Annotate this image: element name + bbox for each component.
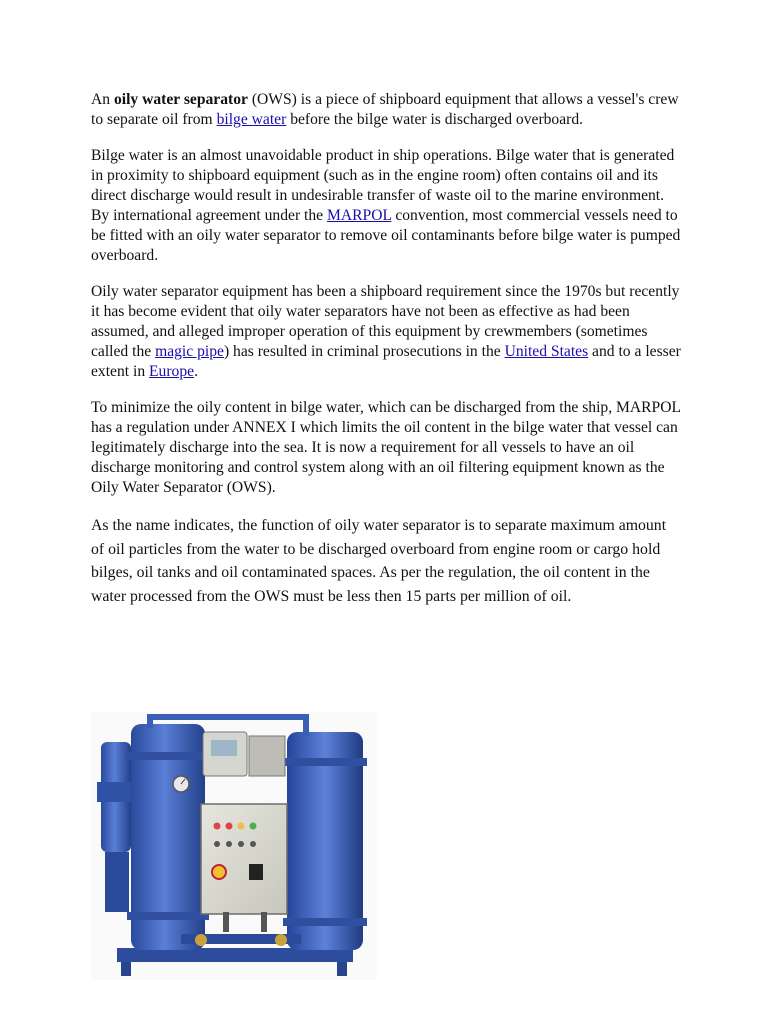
text: before the bilge water is discharged overboard.	[286, 111, 584, 128]
text: and to a lesser extent in	[91, 343, 681, 380]
paragraph-marpol-annex: To minimize the oily content in bilge water, which can be discharged from the ship, MARPOL has a regulation under ANNEX I which limits the oil content in the bilge water that vessel can legitimately discharge into the sea. It is now a requirement for all vessels to have an oil discharge monitoring and control system along with an oil filtering equipment known as the Oily Water Separator (OWS).	[91, 399, 681, 496]
term-oily-water-separator: oily water separator	[113, 91, 248, 108]
paragraph-intro	[91, 90, 683, 130]
text: ) has resulted in criminal prosecutions in the	[223, 343, 505, 360]
text: Oily water separator equipment has been a shipboard requirement since the 1970s but recently it has become evident that oily water separators have not been as effective as had been assumed, and alleged improper operation of this equipment by crewmembers (sometimes called the	[91, 283, 680, 360]
text: An	[91, 91, 114, 108]
text: .	[194, 363, 198, 380]
ows-machine-illustration	[91, 712, 377, 980]
paragraph-requirement	[91, 282, 683, 382]
link-europe[interactable]: Europe	[149, 363, 195, 380]
text: convention, most commercial vessels need to be fitted with an oily water separator to remove oil contaminants before bilge water is pumped overboard.	[91, 207, 681, 264]
link-magic-pipe[interactable]: magic pipe	[155, 343, 224, 360]
paragraph-bilge-water	[91, 146, 683, 266]
link-marpol[interactable]: MARPOL	[327, 207, 392, 224]
link-bilge-water[interactable]: bilge water	[216, 111, 287, 128]
paragraph-function: As the name indicates, the function of oily water separator is to separate maximum amount of oil particles from the water to be discharged overboard from engine room or cargo hold bilges, oil tanks and oil contaminated spaces. As per the regulation, the oil content in the water processed from the OWS must be less then 15 parts per million of oil.	[91, 517, 667, 605]
oily-water-separator-image	[91, 712, 377, 980]
article-body	[91, 90, 683, 624]
link-united-states[interactable]: United States	[504, 343, 589, 360]
text: (OWS) is a piece of shipboard equipment that allows a vessel's crew to separate oil from	[91, 91, 679, 128]
text: Bilge water is an almost unavoidable product in ship operations. Bilge water that is generated in proximity to shipboard equipment (such as in the engine room) often contains oil and its direct discharge would result in undesirable transfer of waste oil to the marine environment. By international agreement under the	[91, 147, 675, 224]
